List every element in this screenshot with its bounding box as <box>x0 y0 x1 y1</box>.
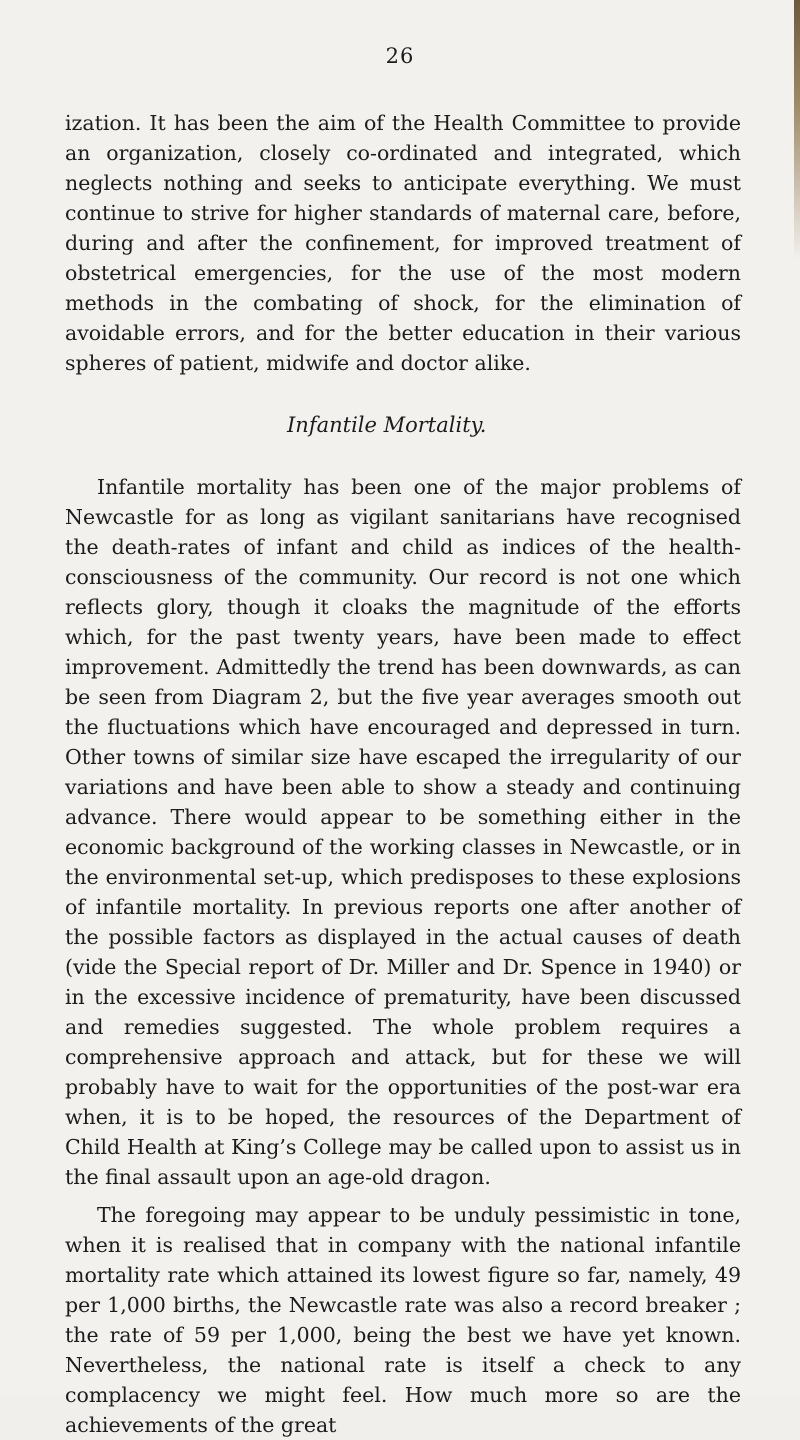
section-heading: Infantile Mortality. <box>287 413 487 437</box>
paragraph-continuation: ization. It has been the aim of the Health Committee to provide an organization, closely co-ordinated and integrated, which neglects nothing and seeks to anticipate everything. We must continue to strive for higher standards of maternal care, before, during and after the confinement, for improved treatment of obstetrical emergencies, for the use of the most modern methods in the combating of shock, for the elimination of avoidable errors, and for the better education in their various spheres of patient, midwife and doctor alike. <box>65 111 741 375</box>
paragraph-foregoing: The foregoing may appear to be unduly pessimistic in tone, when it is realised that in company with the national infantile mortality rate which attained its lowest figure so far, namely, 49 per 1,000 births, the Newcastle rate was also a record breaker ; the rate of 59 per 1,000, being the best we have yet known. Nevertheless, the national rate is itself a check to any complacency we might feel. How much more so are the achievements of the great <box>65 1203 741 1437</box>
page-number: 26 <box>385 44 415 68</box>
body-text <box>65 108 741 1440</box>
page-edge-shadow <box>794 0 800 260</box>
paragraph-infantile-mortality: Infantile mortality has been one of the major problems of Newcastle for as long as vigilant sanitarians have recognised the death-rates of infant and child as indices of the health-consciousness of the community. Our record is not one which reflects glory, though it cloaks the magnitude of the efforts which, for the past twenty years, have been made to effect improvement. Admittedly the trend has been downwards, as can be seen from Diagram 2, but the five year averages smooth out the fluctuations which have encouraged and depressed in turn. Other towns of similar size have escaped the irregularity of our variations and have been able to show a steady and continuing advance. There would appear to be something either in the economic background of the working classes in Newcastle, or in the environmental set-up, which predisposes to these explosions of infantile mortality. In previous reports one after another of the possible factors as displayed in the actual causes of death (vide the Special report of Dr. Miller and Dr. Spence in 1940) or in the excessive incidence of prematurity, have been discussed and remedies suggested. The whole problem requires a comprehensive approach and attack, but for these we will probably have to wait for the opportunities of the post-war era when, it is to be hoped, the resources of the Department of Child Health at King’s College may be called upon to assist us in the final assault upon an age-old dragon. <box>65 475 741 1189</box>
